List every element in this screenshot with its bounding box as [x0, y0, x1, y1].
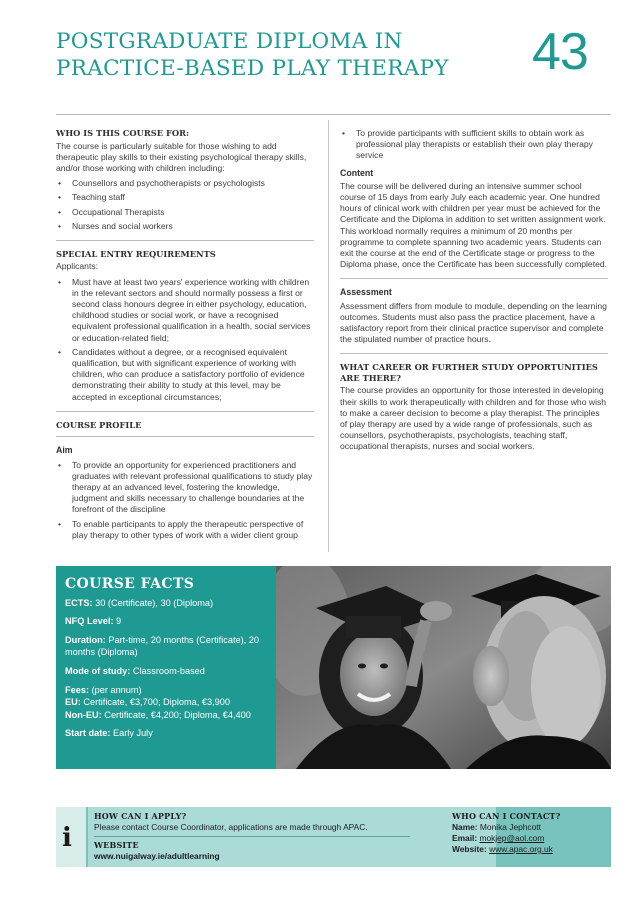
entry-heading: SPECIAL ENTRY REQUIREMENTS — [56, 248, 216, 259]
website-heading: WEBSITE — [94, 840, 139, 850]
list-item — [56, 519, 314, 541]
assessment-heading: Assessment — [340, 287, 392, 298]
content-heading: Content — [340, 167, 374, 178]
title-line-1: POSTGRADUATE DIPLOMA IN — [56, 29, 403, 54]
bullet-icon: • — [58, 459, 62, 470]
list-item — [56, 221, 314, 232]
apply-heading: HOW CAN I APPLY? — [94, 811, 187, 821]
bullet-icon: • — [342, 128, 346, 138]
course-facts-panel — [56, 566, 276, 769]
contact-email-link[interactable]: mokjep@aol.com — [479, 833, 545, 843]
section-divider — [56, 240, 314, 241]
list-item-text: Must have at least two years' experience working with children in the relevant sectors and should normally possess a first or second class honours degree in either psychology, education, childhood studies or social work, or have a recognised equivalent professional qualification in a health, social services or education-related field; — [72, 276, 311, 343]
list-item-text: Candidates without a degree, or a recognised equivalent qualification, but with significant experience of working with children, who can produce a satisfactory portfolio of evidence demonstrating their ability to study at this level, may be accepted in exceptional circumstances; — [72, 346, 305, 402]
aim-list-continued — [340, 128, 608, 162]
apply-text: Please contact Course Coordinator, applications are made through APAC. — [94, 822, 368, 832]
fact-label: Non-EU: — [65, 709, 102, 720]
fact-label: NFQ Level: — [65, 616, 114, 627]
contact-name-label: Name: — [452, 822, 478, 832]
fact-label: Duration: — [65, 634, 106, 645]
website-link[interactable]: www.nuigalway.ie/adultlearning — [94, 851, 220, 861]
fact-value: Part-time, 20 months (Certificate), 20 months (Diploma) — [65, 634, 260, 658]
fact-label: EU: — [65, 697, 81, 708]
list-item — [56, 277, 314, 344]
contact-website-label: Website: — [452, 844, 487, 854]
assessment-text: Assessment differs from module to module, depending on the learning outcomes. Students must also pass the practice placement, have a satisfactory report from their clinical practice supervisor and complete the stipulated number of practice hours. — [340, 300, 607, 345]
who-heading: WHO IS THIS COURSE FOR: — [56, 128, 190, 138]
list-item — [56, 192, 314, 203]
contact-website — [452, 844, 608, 855]
fact-value: Certificate, €4,200; Diploma, €4,400 — [101, 709, 251, 720]
fact-label: Mode of study: — [65, 665, 131, 676]
info-badge — [56, 807, 86, 867]
entry-list — [56, 277, 314, 403]
fact-fees-non-eu — [65, 709, 265, 722]
graduation-photo — [276, 566, 611, 769]
list-item-text: Occupational Therapists — [72, 206, 165, 217]
bullet-icon: • — [58, 192, 62, 203]
contact-email-label: Email: — [452, 833, 478, 843]
contact-email — [452, 833, 608, 844]
fact-value: 9 — [113, 616, 122, 627]
bullet-icon: • — [58, 518, 62, 529]
contact-name — [452, 822, 608, 833]
who-text: The course is particularly suitable for those wishing to add therapeutic play skills to their existing psychological therapy skills, and/or those working with children including: — [56, 140, 307, 173]
section-divider — [340, 353, 608, 354]
contact-website-link[interactable]: www.apac.org.uk — [489, 844, 553, 854]
bullet-icon: • — [58, 276, 62, 287]
contact-panel — [452, 811, 608, 855]
fact-value: Classroom-based — [130, 665, 205, 676]
list-item-text: Counsellors and psychotherapists or psychologists — [72, 178, 265, 189]
fact-mode-of-study — [65, 665, 265, 678]
fact-label: Fees: — [65, 684, 90, 695]
content-text: The course will be delivered during an intensive summer school course of 15 days from early July each academic year. One hundred hours of clinical work with children per year must be achieved for the Certificate and the Diploma in addition to set written assignment work. This workload normally requires a minimum of 20 months per programme to complete spanning two academic years. Students can exit the course at the end of the Certificate stage or progress to the Diploma phase, once the Certificate has been successfully completed. — [340, 180, 608, 270]
graduation-photo-illustration — [276, 566, 611, 769]
fact-fees — [65, 684, 265, 697]
contact-heading: WHO CAN I CONTACT? — [452, 811, 561, 821]
fact-value: Early July — [110, 728, 153, 739]
bullet-icon: • — [58, 206, 62, 217]
course-facts-content — [65, 578, 265, 746]
bullet-icon: • — [58, 178, 62, 189]
column-divider — [328, 120, 329, 552]
who-list — [56, 178, 314, 232]
list-item — [56, 347, 314, 403]
apply-panel — [88, 807, 496, 867]
career-text: The course provides an opportunity for those interested in developing their skills to work therapeutically with children and for those who wish to make a career decision to become a play therapist. The principles of play therapy are used by a wide range of professionals, such as counsellors, psychotherapists, psychologists, teaching staff, occupational therapists, nurses and social workers. — [340, 385, 607, 452]
list-item-text: Teaching staff — [72, 192, 125, 203]
right-column — [340, 128, 608, 457]
footer-bar — [56, 807, 611, 867]
title-line-2: PRACTICE-BASED PLAY THERAPY — [56, 56, 449, 81]
page-number: 43 — [532, 23, 588, 81]
page-title — [56, 28, 506, 82]
fact-duration — [65, 634, 265, 659]
fact-value: (per annum) — [89, 684, 142, 695]
fact-nfq-level — [65, 615, 265, 628]
fact-fees-eu — [65, 696, 265, 709]
bullet-icon: • — [58, 220, 62, 231]
list-item — [56, 178, 314, 189]
list-item-text: Nurses and social workers — [72, 220, 173, 231]
profile-heading: COURSE PROFILE — [56, 419, 142, 430]
section-divider — [340, 278, 608, 279]
list-item-text: To provide participants with sufficient skills to obtain work as professional play therapists or establish their own play therapy service — [356, 128, 593, 161]
header-divider — [56, 114, 611, 115]
fact-label: ECTS: — [65, 597, 93, 608]
list-item-text: To enable participants to apply the therapeutic perspective of play therapy to other types of work with a wider client group — [72, 518, 304, 540]
fact-label: Start date: — [65, 728, 111, 739]
apply-content — [94, 811, 489, 862]
fact-start-date — [65, 727, 265, 740]
section-divider — [56, 436, 314, 437]
list-item — [56, 460, 314, 516]
career-heading: WHAT CAREER OR FURTHER STUDY OPPORTUNITIES ARE THERE? — [340, 362, 598, 383]
section-divider — [56, 411, 314, 412]
left-column — [56, 128, 314, 547]
info-icon: i — [62, 823, 72, 853]
list-item-text: To provide an opportunity for experienced practitioners and graduates with relevant professional qualifications to study play therapy at an advanced level, fostering the knowledge, judgment and skills necessary to challenge boundaries at the forefront of the discipline — [72, 459, 313, 515]
course-facts-title: COURSE FACTS — [65, 576, 195, 592]
fact-value: 30 (Certificate), 30 (Diploma) — [92, 597, 214, 608]
apply-divider — [94, 836, 410, 837]
aim-heading: Aim — [56, 445, 73, 456]
entry-text: Applicants: — [56, 261, 99, 272]
list-item — [56, 207, 314, 218]
list-item — [340, 128, 608, 162]
fact-value: Certificate, €3,700; Diploma, €3,900 — [80, 697, 230, 708]
aim-list — [56, 460, 314, 541]
bullet-icon: • — [58, 346, 62, 357]
contact-name-value: Monika Jephcott — [477, 822, 541, 832]
fact-ects — [65, 597, 265, 610]
